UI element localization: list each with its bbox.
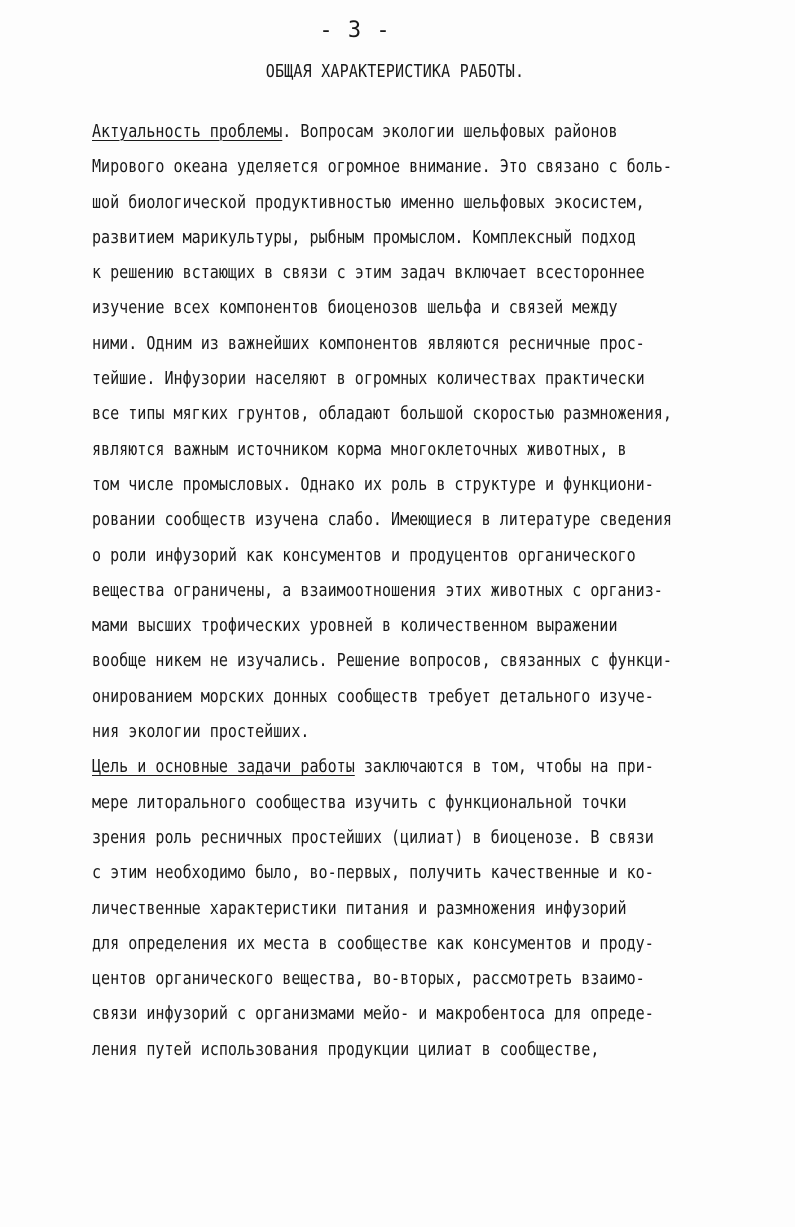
text-line: для определения их места в сообществе как консументов и проду- — [92, 933, 654, 954]
text-line: мами высших трофических уровней в количественном выражении — [92, 616, 618, 637]
text-line: вообще никем не изучались. Решение вопросов, связанных с функци- — [92, 651, 672, 672]
text-line: ления путей использования продукции цилиат в сообществе, — [92, 1039, 600, 1060]
text-line: зрения роль ресничных простейших (цилиат) в биоценозе. В связи — [92, 827, 654, 848]
text-line: личественные характеристики питания и размножения инфузорий — [92, 898, 627, 919]
text-line-rest: . Вопросам экологии шельфовых районов — [282, 122, 618, 142]
text-line-rest: заключаются в том, чтобы на при- — [354, 757, 654, 778]
text-line: тейшие. Инфузории населяют в огромных количествах практически — [92, 369, 645, 390]
text-line: к решению встающих в связи с этим задач включает всестороннее — [92, 263, 645, 284]
text-line: шой биологической продуктивностью именно шельфовых экосистем, — [92, 192, 645, 213]
section-title: ОБЩАЯ ХАРАКТЕРИСТИКА РАБОТЫ. — [265, 62, 525, 82]
text-line: центов органического вещества, во-вторых, рассмотреть взаимо- — [92, 969, 645, 990]
paragraph-heading: Цель и основные задачи работы — [92, 757, 355, 778]
text-line: развитием марикультуры, рыбным промыслом. Комплексный подход — [92, 227, 636, 248]
text-line: Мирового океана уделяется огромное внимание. Это связано с боль- — [92, 157, 672, 178]
text-line: ния экологии простейших. — [92, 722, 310, 743]
text-line: мере литорального сообщества изучить с функциональной точки — [92, 792, 627, 813]
text-line: ровании сообществ изучена слабо. Имеющиеся в литературе сведения — [92, 510, 672, 531]
text-line: все типы мягких грунтов, обладают большой скоростью размножения, — [92, 404, 672, 425]
text-line: о роли инфузорий как консументов и продуцентов органического — [92, 545, 636, 566]
text-line: вещества ограничены, а взаимоотношения этих животных с организ- — [92, 580, 663, 601]
text-line — [92, 750, 694, 785]
text-line: с этим необходимо было, во-первых, получить качественные и ко- — [92, 863, 654, 884]
body-text — [92, 115, 792, 1068]
text-line: ними. Одним из важнейших компонентов являются ресничные прос- — [92, 333, 645, 354]
text-line: изучение всех компонентов биоценозов шельфа и связей между — [92, 298, 618, 319]
text-line: том числе промысловых. Однако их роль в структуре и функциони- — [92, 474, 654, 495]
page-number: - 3 - — [319, 18, 391, 43]
text-line — [92, 115, 694, 150]
text-line: онированием морских донных сообществ требует детального изуче- — [92, 686, 654, 707]
text-line: являются важным источником корма многоклеточных животных, в — [92, 439, 627, 460]
paragraph-heading: Актуальность проблемы — [92, 122, 283, 142]
text-line: связи инфузорий с организмами мейо- и макробентоса для опреде- — [92, 1004, 654, 1025]
